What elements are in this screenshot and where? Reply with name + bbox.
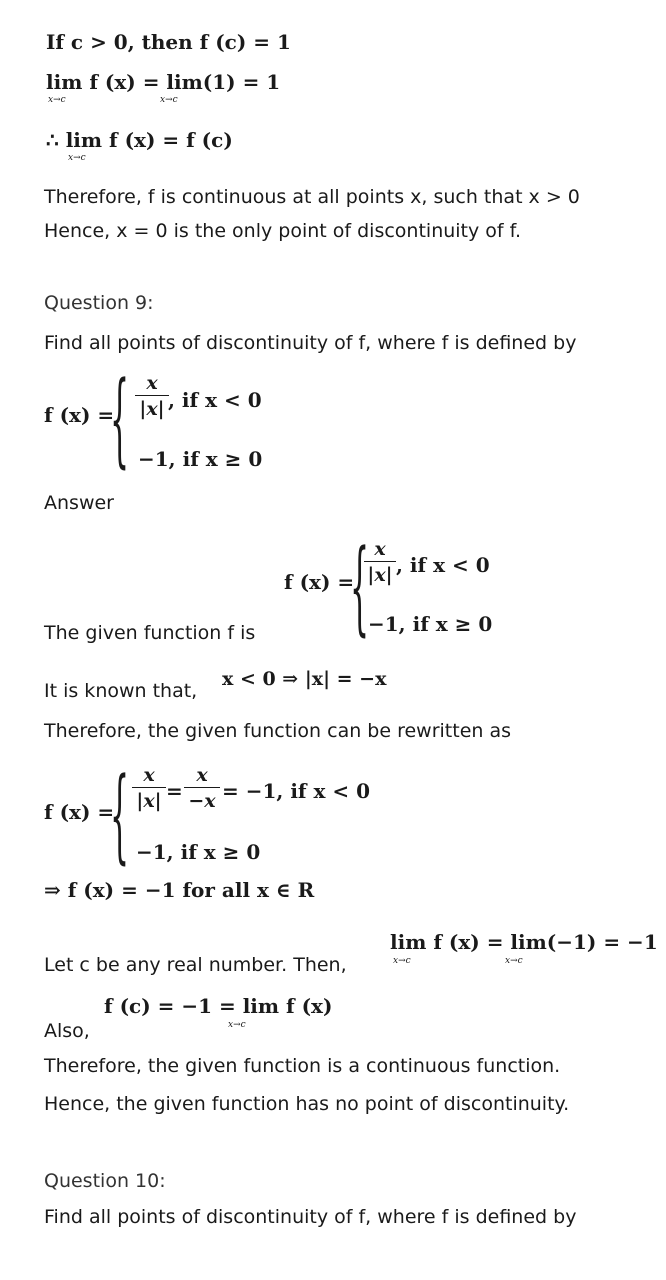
function-lhs: f (x) = xyxy=(284,570,355,594)
fraction-x-over-abs-x: x |x| xyxy=(132,764,166,812)
conclusion-continuous: Therefore, the given function is a continuous function. xyxy=(44,1055,561,1077)
fraction-x-over-neg-x: x −x xyxy=(184,764,220,812)
answer-label: Answer xyxy=(44,492,114,514)
rewrite-text: Therefore, the given function can be rewritten as xyxy=(44,720,512,742)
limit-subscript: x→c xyxy=(228,1020,246,1030)
case-two: −1, if x ≥ 0 xyxy=(136,840,261,864)
let-limit-math: lim f (x) = lim(−1) = −1 xyxy=(390,930,658,954)
limit-subscript: x→c xyxy=(160,95,178,105)
equals-sign: = xyxy=(166,779,183,803)
question-10-heading: Question 10: xyxy=(44,1170,166,1192)
limit-subscript: x→c xyxy=(393,956,411,966)
left-brace: { xyxy=(350,530,370,649)
case-two: −1, if x ≥ 0 xyxy=(138,447,263,471)
case-condition: , if x < 0 xyxy=(396,553,490,577)
implies-line: ⇒ f (x) = −1 for all x ∈ R xyxy=(44,878,315,902)
question-9-prompt: Find all points of discontinuity of f, where f is defined by xyxy=(44,332,577,354)
let-c-text: Let c be any real number. Then, xyxy=(44,954,347,976)
case-tail: = −1, if x < 0 xyxy=(222,779,371,803)
case-condition: , if x < 0 xyxy=(168,388,262,412)
conclusion-no-discontinuity: Hence, the given function has no point of discontinuity. xyxy=(44,1093,570,1115)
limit-subscript: x→c xyxy=(68,153,86,163)
limit-subscript: x→c xyxy=(505,956,523,966)
fraction-x-over-abs-x: x |x| xyxy=(364,538,396,586)
known-math: x < 0 ⇒ |x| = −x xyxy=(222,668,387,690)
known-text: It is known that, xyxy=(44,680,198,702)
paragraph-discontinuity: Hence, x = 0 is the only point of discontinuity of f. xyxy=(44,220,521,242)
function-lhs: f (x) = xyxy=(44,403,115,427)
limit-subscript: x→c xyxy=(48,95,66,105)
left-brace: { xyxy=(110,758,130,877)
question-9-heading: Question 9: xyxy=(44,292,154,314)
left-brace: { xyxy=(110,362,130,481)
case-two: −1, if x ≥ 0 xyxy=(368,612,493,636)
given-function-text: The given function f is xyxy=(44,622,256,644)
also-math: f (c) = −1 = lim f (x) xyxy=(104,994,333,1018)
math-line-c-positive: If c > 0, then f (c) = 1 xyxy=(46,30,291,54)
question-10-prompt: Find all points of discontinuity of f, where f is defined by xyxy=(44,1206,577,1228)
function-lhs: f (x) = xyxy=(44,800,115,824)
paragraph-continuous: Therefore, f is continuous at all points x, such that x > 0 xyxy=(44,186,580,208)
also-text: Also, xyxy=(44,1020,90,1042)
math-line-limit-equals-fc: ∴ lim f (x) = f (c) xyxy=(46,128,233,152)
fraction-x-over-abs-x: x |x| xyxy=(135,372,169,420)
math-line-limit-one: lim f (x) = lim(1) = 1 xyxy=(46,70,281,94)
